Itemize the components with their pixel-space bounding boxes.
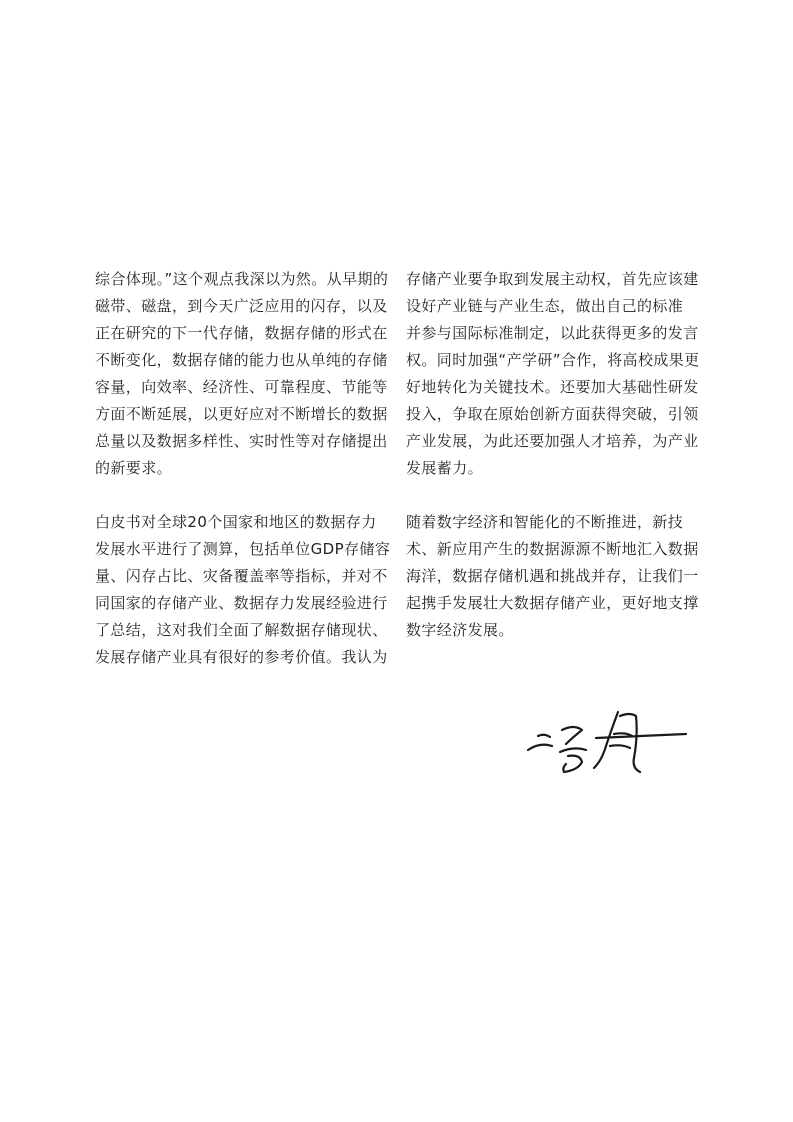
text-line: 磁带、磁盘，到今天广泛应用的闪存，以及	[95, 297, 388, 315]
paragraph-spacer	[406, 482, 698, 509]
text-line: 术、新应用产生的数据源源不断地汇入数据	[406, 540, 699, 558]
text-line: 综合体现。”这个观点我深以为然。从早期的	[95, 270, 389, 288]
text-line: 好地转化为关键技术。还要加大基础性研发	[406, 378, 699, 396]
right-column	[406, 266, 698, 644]
paragraph-spacer	[95, 482, 387, 509]
text-line: 的新要求。	[95, 459, 173, 477]
text-line: 了总结，这对我们全面了解数据存储现状、	[95, 621, 388, 639]
text-line: 并参与国际标准制定，以此获得更多的发言	[406, 324, 699, 342]
text-line: 起携手发展壮大数据存储产业，更好地支撑	[406, 594, 699, 612]
text-line: 存储产业要争取到发展主动权，首先应该建	[406, 270, 699, 288]
left-column	[95, 266, 391, 671]
left-paragraph-2	[95, 509, 391, 671]
text-line: 设好产业链与产业生态，做出自己的标准	[406, 297, 684, 315]
left-paragraph-1	[95, 266, 387, 482]
text-line: 权。同时加强“产学研”合作，将高校成果更	[406, 351, 700, 369]
right-paragraph-2	[406, 509, 698, 644]
text-line: 方面不断延展，以更好应对不断增长的数据	[95, 405, 388, 423]
text-line: 数字经济发展。	[406, 621, 514, 639]
text-line: 发展蓄力。	[406, 459, 484, 477]
text-line: 发展水平进行了测算，包括单位GDP存储容	[95, 540, 391, 558]
text-line: 同国家的存储产业、数据存力发展经验进行	[95, 594, 388, 612]
text-line: 投入，争取在原始创新方面获得突破，引领	[406, 405, 699, 423]
text-line: 产业发展，为此还要加强人才培养，为产业	[406, 432, 699, 450]
text-line: 正在研究的下一代存储，数据存储的形式在	[95, 324, 388, 342]
text-line: 容量，向效率、经济性、可靠程度、节能等	[95, 378, 388, 396]
handwritten-signature	[522, 706, 692, 778]
text-line: 总量以及数据多样性、实时性等对存储提出	[95, 432, 388, 450]
text-line: 量、闪存占比、灾备覆盖率等指标，并对不	[95, 567, 388, 585]
text-line: 不断变化，数据存储的能力也从单纯的存储	[95, 351, 388, 369]
text-line: 发展存储产业具有很好的参考价值。我认为	[95, 648, 388, 666]
right-paragraph-1	[406, 266, 698, 482]
text-line: 随着数字经济和智能化的不断推进，新技	[406, 513, 684, 531]
text-line: 白皮书对全球20个国家和地区的数据存力	[95, 513, 377, 531]
text-line: 海洋，数据存储机遇和挑战并存，让我们一	[406, 567, 699, 585]
